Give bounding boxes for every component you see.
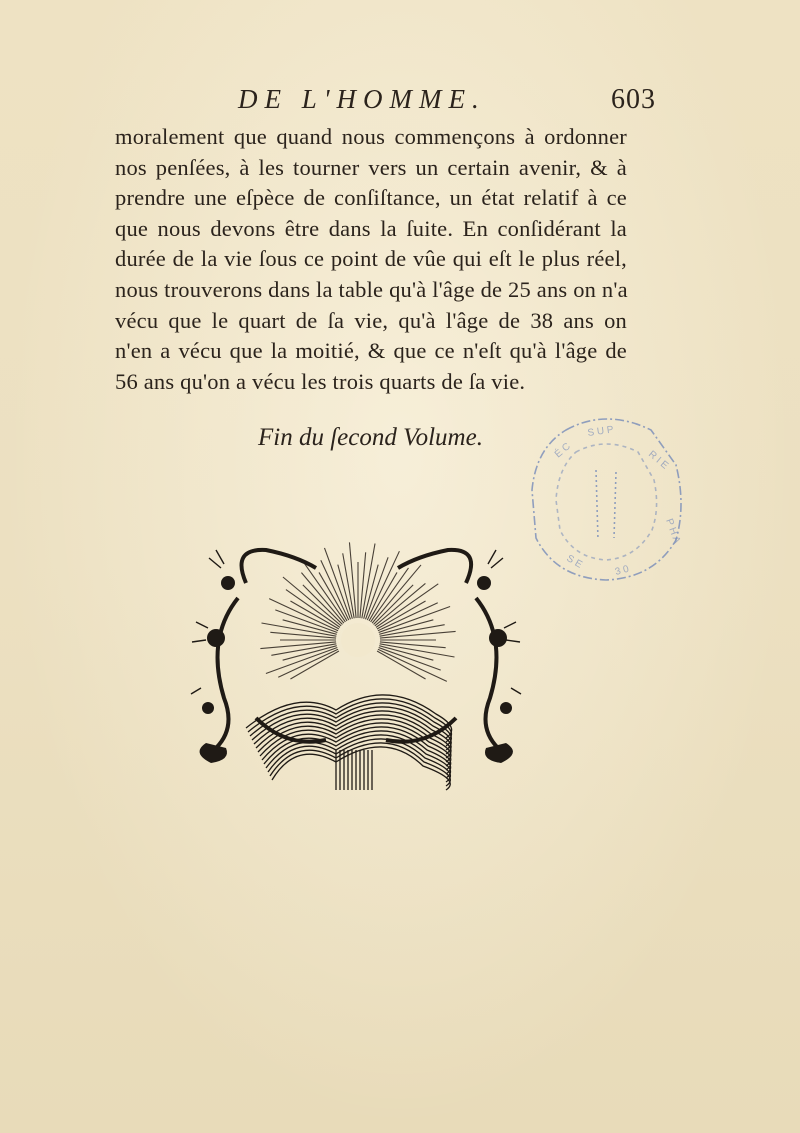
text-line: nos penſées, à les tourner vers un certain avenir, & à xyxy=(115,154,627,180)
sun-ray xyxy=(380,642,446,648)
text-line: nous trouverons dans la table qu'à l'âge de 25 ans on n'a xyxy=(115,276,628,302)
text-line: durée de la vie ſous ce point de vûe qui eſt le plus réel, xyxy=(115,246,627,272)
page-number: 603 xyxy=(611,84,656,115)
sun-ray xyxy=(271,644,336,655)
library-stamp-icon xyxy=(526,410,686,585)
svg-text:3 0: 3 0 xyxy=(613,563,631,578)
sun-ray xyxy=(275,610,337,633)
cloud-stroke xyxy=(272,747,450,790)
sun-ray xyxy=(374,585,414,625)
sun-ray xyxy=(324,548,350,619)
sun-ray xyxy=(366,557,389,619)
sun-ray xyxy=(379,648,441,671)
text-line: moralement que quand nous commençons à ordonner xyxy=(115,124,627,149)
svg-text:P H A: P H A xyxy=(663,517,683,545)
text-line: vécu que le quart de ſa vie, qu'à l'âge de 38 ans on xyxy=(115,307,627,333)
sun-ray xyxy=(343,553,354,618)
svg-text:R I E: R I E xyxy=(646,448,671,472)
text-line: 56 ans qu'on a vécu les trois quarts de ſa vie. xyxy=(115,368,526,394)
text-line: que nous devons être dans la ſuite. En conſidérant la xyxy=(115,215,627,241)
text-line: prendre une eſpèce de conſiſtance, un état relatif à ce xyxy=(115,185,627,211)
page-header xyxy=(238,84,656,124)
sun-ray xyxy=(380,631,456,638)
colophon: Fin du ſecond Volume. xyxy=(258,424,483,451)
svg-text:É C: É C xyxy=(552,441,573,461)
sun-ray xyxy=(266,648,337,674)
sun-ray xyxy=(379,606,450,632)
text-line: n'en a vécu que la moitié, & que ce n'eſt qu'à l'âge de xyxy=(115,338,627,364)
sun-ray xyxy=(360,552,366,618)
sunburst-cartouche-ornament-icon xyxy=(186,528,526,798)
sun-ray xyxy=(260,642,336,649)
svg-text:S U P: S U P xyxy=(586,424,615,439)
svg-text:S E: S E xyxy=(564,553,584,571)
sun-ray xyxy=(349,542,356,618)
sun-ray xyxy=(270,632,336,638)
running-head: DE L'HOMME. xyxy=(238,84,486,114)
body-paragraph xyxy=(115,122,627,397)
sun-ray xyxy=(303,585,343,625)
sun-ray xyxy=(380,625,445,636)
